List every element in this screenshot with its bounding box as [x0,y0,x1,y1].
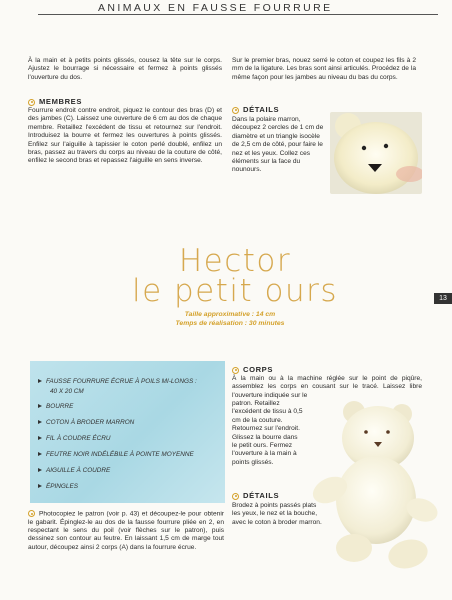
triangle-bullet-icon [38,436,42,440]
supply-item: FEUTRE NOIR INDÉLÉBILE À POINTE MOYENNE [38,451,194,458]
corps-paragraph-narrow: patron. Retaillez l'excédent de tissu à 0,5 cm de la couture. Retournez sur l'endroit. Glissez la bourre dans le petit ours. Fermez l'ouverture à la main à points glissés. [232,400,303,466]
triangle-bullet-icon [38,420,42,424]
details-bottom-paragraph: Brodez à points passés plats les yeux, le nez et la bouche, avec le coton à broder marron. [232,502,322,526]
triangle-bullet-icon [38,484,42,488]
title-line-1: Hector [178,243,292,279]
supply-item: COTON À BRODER MARRON [38,419,134,426]
triangle-bullet-icon [38,468,42,472]
title-line-2: le petit ours [131,273,339,309]
triangle-bullet-icon [38,404,42,408]
supplies-box [30,361,225,503]
bullet-icon [28,99,35,106]
supply-item: AIGUILLE À COUDRE [38,467,110,474]
supply-item: ÉPINGLES [38,483,78,490]
running-header: ANIMAUX EN FAUSSE FOURRURE [92,2,339,14]
supply-item: FAUSSE FOURRURE ÉCRUE À POILS MI-LONGS : [38,378,197,385]
corps-paragraph-wide: À la main ou à la machine réglée sur le point de piqûre, assemblez les corps en cousant sur le tracé. Laissez libre l'ouverture indiquée sur le [232,375,422,399]
bullet-icon [232,493,239,500]
subtitle-time: Temps de réalisation : 30 minutes [175,320,285,327]
details-top-heading: DÉTAILS [232,105,279,114]
bear-face-photo [330,112,422,194]
membres-heading: MEMBRES [28,97,82,106]
bullet-icon [232,107,239,114]
patron-paragraph: Photocopiez le patron (voir p. 43) et découpez-le pour obtenir le gabarit. Épinglez-le au dos de la fausse fourrure pliée en 2, en respectant le sens du poil (voir flèches sur le patron), puis dessinez son contour au feutre. En laissant 1,5 cm de marge tout autour, découpez ainsi 2 corps (A) dans la fourrure écrue. [28,510,224,551]
bullet-icon [28,510,35,517]
corps-heading: CORPS [232,365,273,374]
bear-full-photo [310,398,442,578]
supply-item: FIL À COUDRE ÉCRU [38,435,111,442]
header-rule [38,14,438,15]
subtitle-size: Taille approximative : 14 cm [184,311,276,318]
supply-item-continued: 40 X 20 CM [50,388,84,395]
membres-paragraph: Fourrure endroit contre endroit, piquez le contour des bras (D) et des jambes (C). Laissez une ouverture de 6 cm au dos de chaque membre. Retaillez l'excédent de tissu et retournez sur l'endroit. Introduisez la bourre et fermez les ouvertures à points glissés. Enfilez sur l'aiguille à tapissier le coton perlé doublé, enfilez un bras, passez au travers du corps au niveau de la couture de côté, enfilez le second bras et repassez l'aiguille en sens inverse. [28,107,222,165]
triangle-bullet-icon [38,452,42,456]
intro-left-paragraph: À la main et à petits points glissés, cousez la tête sur le corps. Ajustez le bourrage si nécessaire et fermez à points glissés l'ouverture du dos. [28,57,222,81]
supply-item: BOURRE [38,403,73,410]
details-top-paragraph: Dans la polaire marron, découpez 2 cercles de 1 cm de diamètre et un triangle isocèle de 2,5 cm de côté, pour faire le nez et les yeux. Collez ces éléments sur la face du nounours. [232,116,324,174]
triangle-bullet-icon [38,379,42,383]
intro-right-paragraph: Sur le premier bras, nouez serré le coton et coupez les fils à 2 mm de la ligature. Les bras sont ainsi articulés. Procédez de la même façon pour les jambes au niveau du bas du corps. [232,57,416,81]
bullet-icon [232,367,239,374]
details-bottom-heading: DÉTAILS [232,491,279,500]
page-number-tab: 13 [434,293,452,304]
